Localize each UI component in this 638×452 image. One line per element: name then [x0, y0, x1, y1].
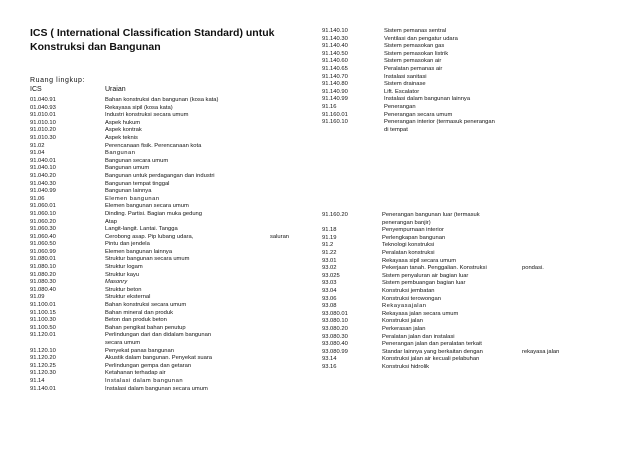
classification-row — [30, 150, 310, 158]
classification-row — [30, 173, 310, 181]
ics-description: Perlengkapan bangunan — [382, 234, 446, 241]
ics-description: Bangunan lainnya — [105, 188, 152, 195]
ics-code: 91.080.10 — [30, 264, 56, 271]
ics-description: Bangunan untuk perdagangan dan industri — [105, 172, 215, 179]
ics-code: 91.14 — [30, 377, 45, 384]
ics-description-continuation: penerangan banjir) — [382, 219, 431, 226]
ics-code: 91.120.25 — [30, 362, 56, 369]
ics-code: 91.160.01 — [322, 111, 348, 118]
classification-row — [30, 158, 310, 166]
ics-description: Bangunan umum — [105, 165, 150, 172]
ics-description: Penerangan jalan dan peralatan terkait — [382, 341, 482, 348]
ics-description: Sistem pembuangan bagian luar — [382, 280, 466, 287]
ics-code: 91.010.20 — [30, 127, 56, 134]
ics-description: Sistem penyaluran air bagian luar — [382, 272, 469, 279]
ics-description: Rekayasajalan — [382, 303, 427, 310]
ics-code: 93.01 — [322, 257, 337, 264]
ics-description: Teknologi konstruksi — [382, 242, 435, 249]
classification-row — [322, 334, 622, 342]
ics-code: 93.08 — [322, 303, 337, 310]
classification-row — [30, 363, 310, 371]
classification-row — [322, 265, 622, 273]
classification-row — [322, 242, 622, 250]
ics-description-tail: pondasi. — [522, 265, 544, 272]
ics-description: Bahan konstruksi secara umum — [105, 302, 187, 309]
ics-code: 91.120.20 — [30, 355, 56, 362]
ics-description: Struktur bangunan secara umum — [105, 256, 190, 263]
ics-description: Aspek hukum — [105, 119, 141, 126]
classification-row — [30, 332, 310, 340]
ics-code: 91.09 — [30, 294, 45, 301]
ics-code: 91.120.01 — [30, 332, 56, 339]
ics-description: Struktur kayu — [105, 271, 140, 278]
ics-description: Akustik dalam bangunan. Penyekat suara — [105, 355, 212, 362]
classification-row — [30, 143, 310, 151]
ics-description: Bahan pengikat bahan penutup — [105, 324, 186, 331]
classification-row — [322, 51, 622, 59]
ics-description: Bangunan tempat tinggal — [105, 180, 170, 187]
ics-description: Sistem pemasokan listrik — [384, 50, 449, 57]
classification-row — [30, 127, 310, 135]
classification-row — [30, 120, 310, 128]
ics-description: Masonry — [105, 279, 128, 286]
classification-row — [30, 241, 310, 249]
classification-row — [30, 226, 310, 234]
ics-code: 91.040.20 — [30, 172, 56, 179]
classification-row — [30, 325, 310, 333]
ics-code: 93.02 — [322, 265, 337, 272]
ics-description: Perkerasan jalan — [382, 325, 426, 332]
ics-code: 91.080.01 — [30, 256, 56, 263]
ics-code: 91.04 — [30, 150, 45, 157]
ics-description: Instalasi sanitasi — [384, 73, 427, 80]
ics-code: 93.080.40 — [322, 341, 348, 348]
ics-code: 91.080.40 — [30, 286, 56, 293]
ics-description: Bahan konstruksi dan bangunan (kosa kata) — [105, 97, 219, 103]
ics-code: 91.140.99 — [322, 96, 348, 103]
classification-row — [322, 280, 622, 288]
classification-row — [322, 349, 622, 357]
ics-description: Penerangan — [384, 103, 416, 110]
classification-row — [30, 279, 310, 287]
ics-description: Struktur eksternal — [105, 294, 151, 301]
classification-row — [322, 96, 622, 104]
ics-description-continuation: di tempat — [384, 126, 408, 133]
classification-row — [322, 36, 622, 44]
ics-code: 91.040.30 — [30, 180, 56, 187]
classification-row — [30, 181, 310, 189]
ics-description: Langit-langit. Lantai. Tangga — [105, 226, 178, 233]
ics-code: 91.040.10 — [30, 165, 56, 172]
classification-row — [322, 311, 622, 319]
ics-code: 91.060.50 — [30, 241, 56, 248]
ics-code: 91.120.10 — [30, 347, 56, 354]
ics-code: 91.140.50 — [322, 50, 348, 57]
ics-code: 93.080.30 — [322, 333, 348, 340]
classification-row — [322, 112, 622, 120]
ics-description: Instalasi dalam bangunan secara umum — [105, 385, 208, 392]
ics-description: Sistem pemanas sentral — [384, 28, 447, 34]
classification-row — [30, 348, 310, 356]
ics-description: Pintu dan jendela — [105, 241, 150, 248]
ics-code: 93.025 — [322, 272, 340, 279]
classification-row — [322, 28, 622, 36]
ics-code: 91.19 — [322, 234, 337, 241]
ics-code: 93.080.01 — [322, 310, 348, 317]
ics-description: Rekayasa sipil secara umum — [382, 257, 457, 264]
classification-row-continuation — [30, 340, 310, 348]
ics-code: 91.080.20 — [30, 271, 56, 278]
ics-description: Aspek teknis — [105, 134, 138, 141]
ics-description: Konstruksi jembatan — [382, 287, 435, 294]
ics-code: 93.06 — [322, 295, 337, 302]
ics-code: 91.120.30 — [30, 370, 56, 377]
classification-row — [322, 58, 622, 66]
classification-row — [322, 341, 622, 349]
ics-description: Penerangan bangunan luar (termasuk — [382, 212, 480, 218]
classification-row — [30, 105, 310, 113]
classification-row — [30, 370, 310, 378]
header-uraian: Uraian — [105, 86, 126, 93]
classification-row — [322, 296, 622, 304]
scope-label: Ruang lingkup: — [30, 77, 86, 84]
ics-code: 93.04 — [322, 287, 337, 294]
ics-code: 91.100.15 — [30, 309, 56, 316]
classification-row — [30, 135, 310, 143]
ics-code: 91.140.30 — [322, 35, 348, 42]
ics-code: 91.140.65 — [322, 65, 348, 72]
ics-description: Bahan mineral dan produk — [105, 309, 173, 316]
ics-code: 91.060.01 — [30, 203, 56, 210]
classification-row — [322, 364, 622, 372]
ics-code: 93.03 — [322, 280, 337, 287]
left-classification-list — [30, 97, 310, 393]
classification-row — [30, 355, 310, 363]
ics-code: 93.080.20 — [322, 325, 348, 332]
ics-description: Konstruksi hidrolik — [382, 363, 430, 370]
ics-description: Peralatan pemanas air — [384, 65, 443, 72]
ics-description: Ketahanan terhadap air — [105, 370, 166, 377]
ics-code: 91.140.01 — [30, 385, 56, 392]
ics-description: Peralatan jalan dan instalasi — [382, 333, 455, 340]
ics-description: Elemen bangunan lainnya — [105, 248, 173, 255]
ics-description: Struktur logam — [105, 264, 143, 271]
ics-description: Perencanaan fisik. Perencanaan kota — [105, 142, 202, 149]
ics-code: 91.100.50 — [30, 324, 56, 331]
classification-row — [30, 287, 310, 295]
ics-code: 91.060.20 — [30, 218, 56, 225]
classification-row — [30, 196, 310, 204]
classification-row — [30, 188, 310, 196]
ics-description: Sistem pemasokan gas — [384, 43, 445, 50]
ics-code: 93.14 — [322, 356, 337, 363]
header-ics: ICS — [30, 86, 42, 93]
ics-description: Bangunan secara umum — [105, 157, 169, 164]
ics-description-tail: saluran — [270, 233, 290, 240]
classification-row-continuation — [322, 220, 622, 228]
ics-description: Industri konstruksi secara umum — [105, 112, 189, 119]
classification-row — [322, 273, 622, 281]
ics-code: 91.010.30 — [30, 134, 56, 141]
classification-row — [322, 81, 622, 89]
ics-code: 91.140.40 — [322, 43, 348, 50]
classification-row — [30, 203, 310, 211]
ics-code: 91.160.20 — [322, 212, 348, 218]
classification-row — [322, 104, 622, 112]
classification-row — [322, 119, 622, 127]
classification-row — [30, 249, 310, 257]
classification-row — [322, 303, 622, 311]
ics-code: 91.040.99 — [30, 188, 56, 195]
ics-code: 91.2 — [322, 242, 334, 249]
classification-row — [322, 288, 622, 296]
classification-row — [30, 112, 310, 120]
classification-row — [30, 264, 310, 272]
classification-row — [322, 318, 622, 326]
classification-row — [322, 66, 622, 74]
ics-description: Penerangan interior (termasuk penerangan — [384, 119, 495, 126]
ics-description: Perlindungan gempa dan getaran — [105, 362, 192, 369]
ics-code: 91.060.10 — [30, 210, 56, 217]
classification-row — [30, 310, 310, 318]
classification-row — [30, 378, 310, 386]
ics-description: Penerangan secara umum — [384, 111, 453, 118]
ics-description: Konstruksi terowongan — [382, 295, 441, 302]
classification-row — [30, 211, 310, 219]
ics-code: 91.080.30 — [30, 279, 56, 286]
ics-code: 91.010.01 — [30, 112, 56, 119]
ics-code: 91.06 — [30, 195, 45, 202]
ics-code: 93.080.99 — [322, 348, 348, 355]
ics-description: Peralatan konstruksi — [382, 249, 435, 256]
classification-row — [322, 356, 622, 364]
ics-description: Konstruksi jalan air kecuali pelabuhan — [382, 356, 480, 363]
ics-description: Pekerjaan tanah. Penggalian. Konstruksi — [382, 265, 487, 272]
ics-description: Atap — [105, 218, 117, 225]
ics-code: 91.16 — [322, 103, 337, 110]
ics-description: Dinding. Partisi. Bagian muka gedung — [105, 210, 202, 217]
ics-description: Aspek kontrak — [105, 127, 142, 134]
classification-row — [30, 256, 310, 264]
ics-code: 91.100.30 — [30, 317, 56, 324]
ics-code: 91.140.80 — [322, 81, 348, 88]
ics-description: Elemen bangunan — [105, 195, 160, 202]
classification-row — [322, 250, 622, 258]
ics-code: 91.22 — [322, 249, 337, 256]
classification-row — [30, 219, 310, 227]
ics-description: Lift. Escalator — [384, 88, 420, 95]
ics-description: Ventilasi dan pengatur udara — [384, 35, 458, 42]
ics-description: Rekayasa jalan secara umum — [382, 310, 459, 317]
classification-row — [30, 317, 310, 325]
classification-row — [322, 258, 622, 266]
ics-code: 91.100.01 — [30, 302, 56, 309]
classification-row — [322, 235, 622, 243]
ics-description: Cerobong asap. Pip lubang udara, — [105, 233, 194, 240]
classification-row — [322, 43, 622, 51]
ics-description: Sistem drainase — [384, 81, 426, 88]
ics-description: Instalasi dalam bangunan lainnya — [384, 96, 471, 103]
ics-code: 91.18 — [322, 227, 337, 234]
classification-row — [30, 386, 310, 394]
ics-code: 91.02 — [30, 142, 45, 149]
classification-row — [322, 89, 622, 97]
ics-description: Perlindungan dari dan didalam bangunan — [105, 332, 212, 339]
ics-description: Struktur beton — [105, 286, 142, 293]
ics-code: 91.010.10 — [30, 119, 56, 126]
ics-code: 91.140.60 — [322, 58, 348, 65]
ics-code: 91.060.99 — [30, 248, 56, 255]
ics-code: 91.060.40 — [30, 233, 56, 240]
ics-code: 93.16 — [322, 363, 337, 370]
ics-code: 91.140.70 — [322, 73, 348, 80]
ics-description: Konstruksi jalan — [382, 318, 423, 325]
ics-code: 01.040.91 — [30, 97, 56, 103]
ics-description: Instalasi dalam bangunan — [105, 377, 184, 384]
ics-description: Penyekat panas bangunan — [105, 347, 174, 354]
classification-row-continuation — [322, 127, 622, 135]
ics-description: Bangunan — [105, 150, 136, 157]
ics-code: 91.140.90 — [322, 88, 348, 95]
ics-code: 01.040.93 — [30, 104, 56, 111]
ics-code: 91.060.30 — [30, 226, 56, 233]
classification-row — [30, 97, 310, 105]
classification-row — [322, 227, 622, 235]
ics-description-tail: rekayasa jalan — [522, 348, 560, 355]
ics-description: Standar lainnya yang berkaitan dengan — [382, 348, 483, 355]
classification-row — [322, 74, 622, 82]
ics-description: Elemen bangunan secara umum — [105, 203, 189, 210]
classification-row — [30, 234, 310, 242]
ics-description: Penyempurnaan interior — [382, 227, 444, 234]
ics-description: Rekayasa sipil (kosa kata) — [105, 104, 173, 111]
right-classification-list-top — [322, 28, 622, 134]
ics-code: 91.160.10 — [322, 119, 348, 126]
ics-code: 91.140.10 — [322, 28, 348, 34]
ics-code: 91.040.01 — [30, 157, 56, 164]
ics-code: 93.080.10 — [322, 318, 348, 325]
classification-row — [30, 294, 310, 302]
document-title: ICS ( International Classification Standard) untuk Konstruksi dan Bangunan — [30, 27, 275, 53]
right-classification-list-bottom — [322, 212, 622, 371]
classification-row — [30, 302, 310, 310]
classification-row — [30, 165, 310, 173]
classification-row — [322, 326, 622, 334]
classification-row — [322, 212, 622, 220]
classification-row — [30, 272, 310, 280]
ics-description: Sistem pemasokan air — [384, 58, 442, 65]
ics-description: Beton dan produk beton — [105, 317, 167, 324]
ics-description-continuation: secara umum — [105, 340, 141, 346]
